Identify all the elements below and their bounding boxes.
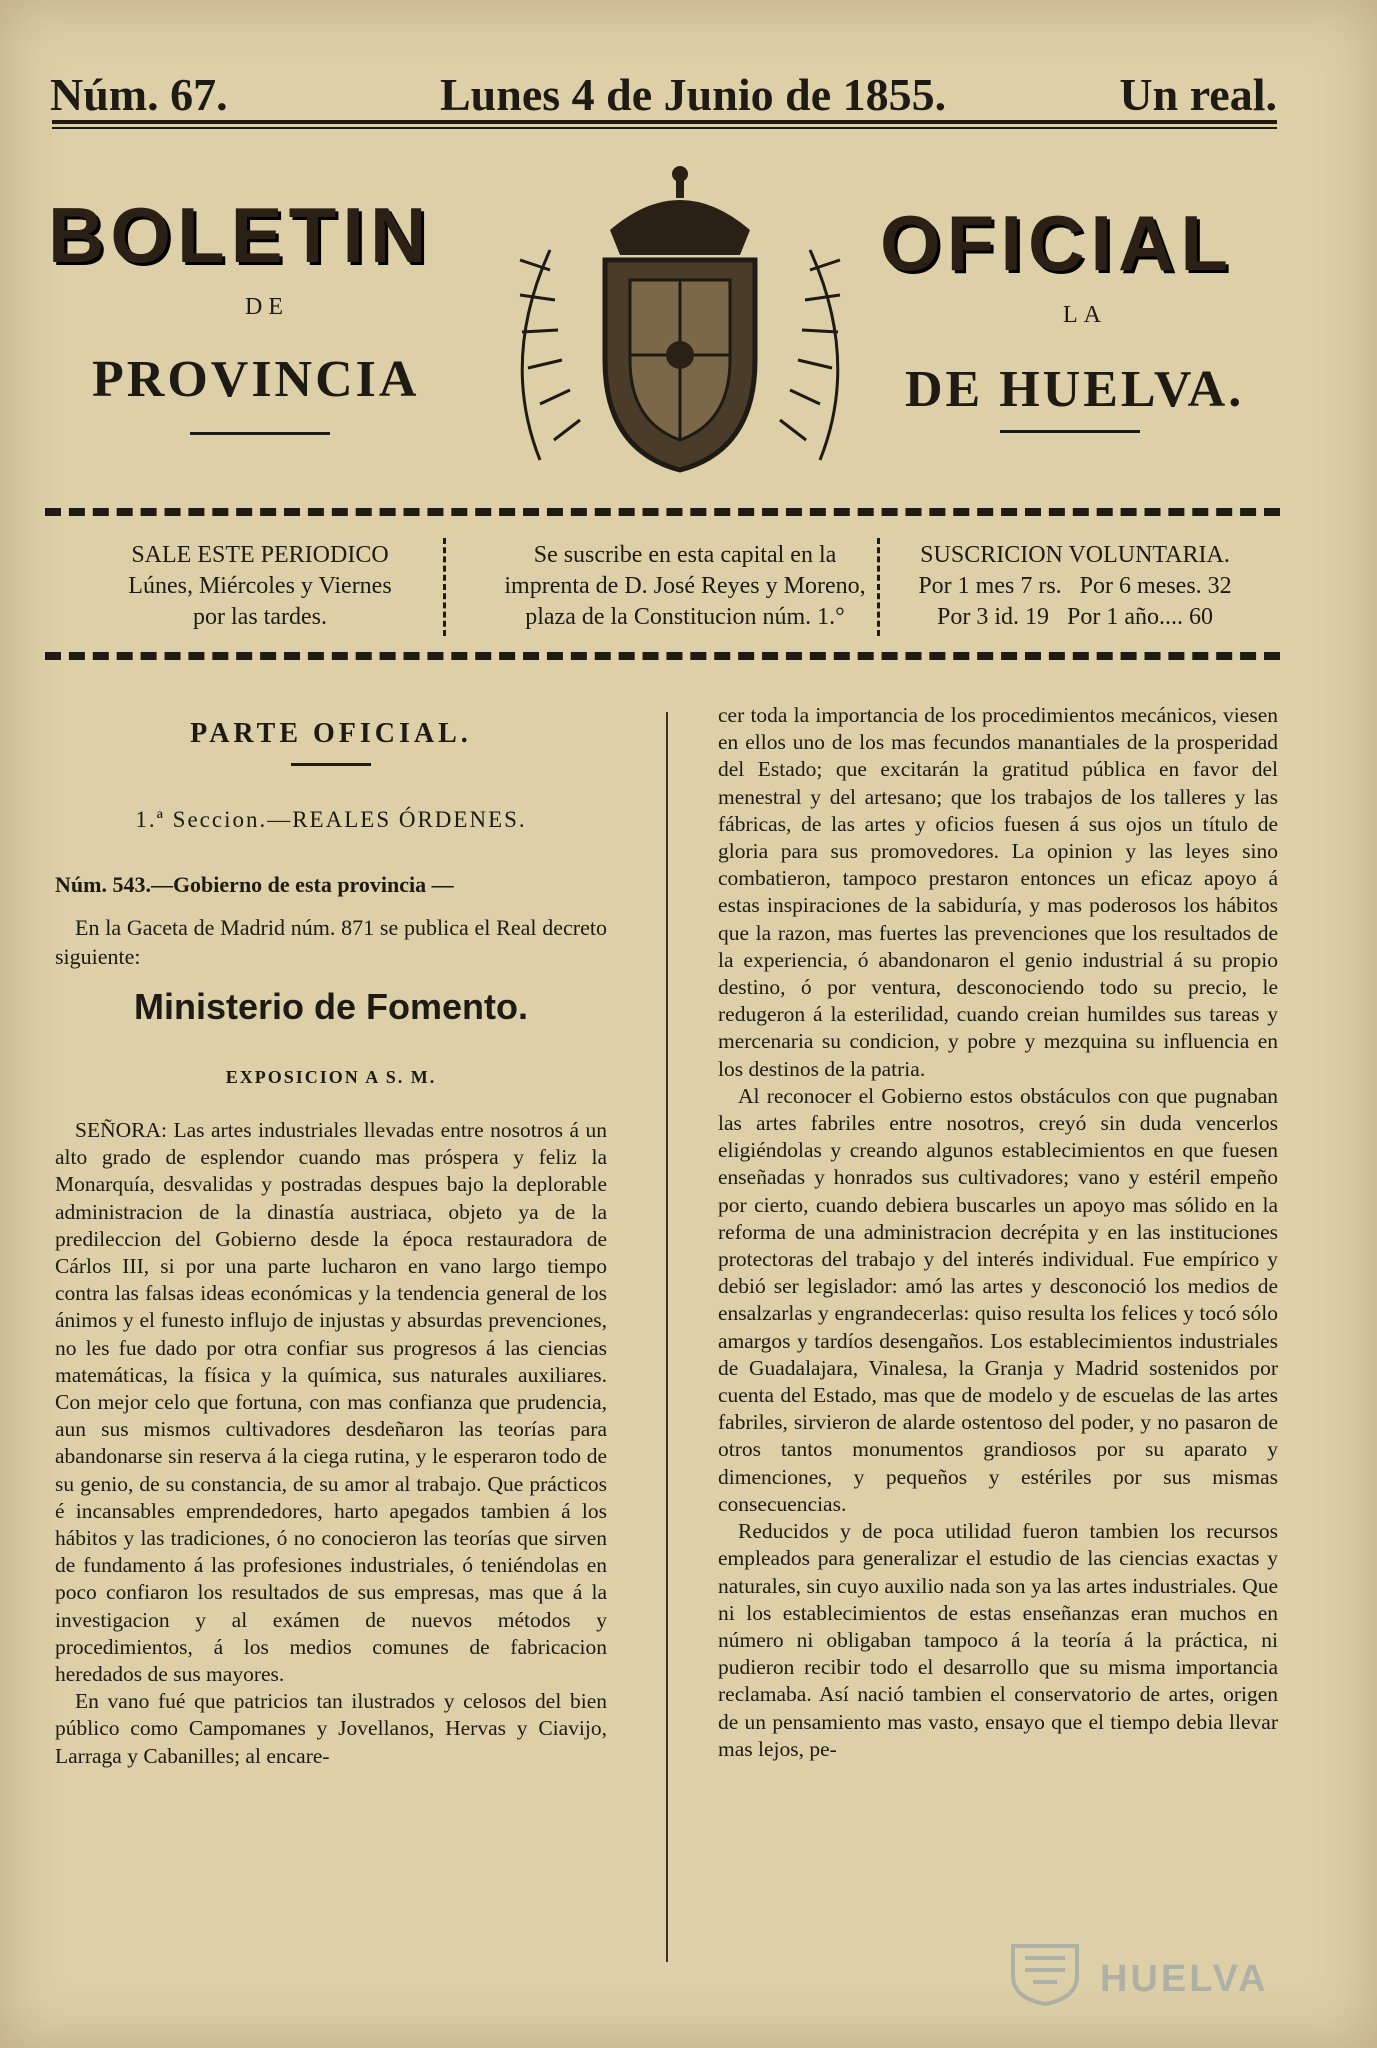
- box-divider: [443, 538, 452, 636]
- issue-price: Un real.: [1119, 69, 1277, 120]
- exposition-heading: EXPOSICION A S. M.: [225, 1066, 437, 1087]
- issue-number: Núm. 67.: [50, 69, 228, 120]
- box-schedule: [65, 540, 455, 633]
- subsection-title: 1.ª Seccion.—REALES ÓRDENES.: [135, 807, 527, 833]
- masthead-provincia: PROVINCIA: [92, 351, 420, 408]
- masthead-ornament-right: [1000, 430, 1140, 433]
- masthead-oficial: OFICIAL: [880, 199, 1234, 287]
- watermark-text: HUELVA: [1100, 1958, 1269, 2000]
- box-prices-line1: Por 1 mes 7 rs. Por 6 meses. 32: [918, 573, 1232, 599]
- box-prices-line2: Por 3 id. 19 Por 1 año.... 60: [937, 604, 1213, 630]
- column-divider: [666, 712, 668, 1962]
- header-rule-thin: [52, 127, 1277, 129]
- shield-icon: [1005, 1940, 1085, 2006]
- box-subscribe-line2: imprenta de D. José Reyes y Moreno,: [504, 573, 866, 599]
- masthead-ornament-left: [190, 432, 330, 435]
- archive-watermark: [1005, 1940, 1295, 2006]
- masthead-la: LA: [1063, 302, 1107, 328]
- header-rule: [52, 120, 1277, 124]
- box-schedule-days: Lúnes, Miércoles y Viernes: [128, 573, 392, 599]
- order-number: Núm. 543.—Gobierno de esta provincia —: [55, 872, 454, 898]
- box-subscribe-line3: plaza de la Constitucion núm. 1.°: [525, 604, 845, 630]
- body-paragraph: En vano fué que patricios tan ilustrados y celosos del bien público como Campomanes y Jovellanos, Hervas y Ciavijo, Larraga y Cabanilles; al encare-: [55, 1689, 607, 1768]
- subscription-box: [45, 508, 1280, 660]
- masthead-boletin: BOLETIN: [48, 191, 433, 279]
- box-subscribe-line1: Se suscribe en esta capital en la: [533, 542, 837, 568]
- body-paragraph: SEÑORA: Las artes industriales llevadas entre nosotros á un alto grado de esplendor cuando mas próspera y feliz la Monarquía, desvalidas y postradas despues bajo la deplorable administracion de la dinastía austriaca, objeto ya de la predileccion del Gobierno desde la época restauradora de Cárlos III, si por una parte lucharon en vano largo tiempo contra las falsas ideas económicas y la tendencia general de los ánimos y el funesto influjo de injustas y absurdas prevenciones, no les fue dado por otra confiar sus progresos á las ciencias matemáticas, la física y la química, sus naturales auxiliares. Con mejor celo que fortuna, con mas confianza que prudencia, aun sus mismos cultivadores desdeñaron las teorías para abandonarse sin reserva á la ciega rutina, y le esperaron todo de su genio, de su constancia, de su amor al trabajo. Que prácticos é incansables emprendedores, harto apegados tambien á los hábitos y las tradiciones, ó no conocieron las teorías que sirven de fundamento á las profesiones industriales, ó teniéndolas en poco confiaron los resultados de sus empresas, mas que á la investigacion y al exámen de nuevos métodos y procedimientos, á los medios comunes de fabricacion heredados de sus mayores.: [55, 1118, 607, 1687]
- section-title: PARTE OFICIAL.: [190, 718, 472, 749]
- body-paragraph: Al reconocer el Gobierno estos obstáculos con que pugnaban las artes fabriles entre nosotros, creyó sin duda vencerlos eligiéndolas y creando algunos establecimientos en que fuesen enseñadas y honrados sus cultivadores; vano y estéril empeño por cierto, cuando debiera buscarles un apoyo mas sólido en la reforma de una administracion decrépita y en las instituciones protectoras del trabajo y del interés individual. Fue empírico y debió ser legislador: amó las artes y desconoció los medios de ensalzarlas y engrandecerlas: quiso resulta los felices y tocó sólo amargos y tardíos desengaños. Los establecimientos industriales de Guadalajara, Vinalesa, la Granja y Madrid sostenidos por cuenta del Estado, mas que de modelo y de escuelas de las artes fabriles, sirvieron de alarde ostentoso del poder, y no pasaron de otros tantos monumentos grandiosos por su aparato y dimenciones, y pequeños y estériles por sus mismas consecuencias.: [718, 1083, 1278, 1516]
- box-prices-title: SUSCRICION VOLUNTARIA.: [920, 542, 1230, 568]
- body-paragraph: Reducidos y de poca utilidad fueron tambien los recursos empleados para generalizar el estudio de las ciencias exactas y naturales, sin cuyo auxilio nada son ya las artes industriales. Que ni los establecimientos de estas enseñanzas eran muchos en número ni obligaban tampoco á la teoría á la práctica, ni pudieron recibir todo el desarrollo que su misma importancia reclamaba. Así nació tambien el conservatorio de artes, origen de un pensamiento mas vasto, ensayo que el tiempo debia llevar mas lejos, pe-: [718, 1519, 1278, 1761]
- box-prices: [885, 540, 1265, 633]
- box-schedule-title: SALE ESTE PERIODICO: [131, 542, 389, 568]
- box-schedule-time: por las tardes.: [193, 604, 327, 630]
- body-paragraph: cer toda la importancia de los procedimientos mecánicos, viesen en ellos uno de los mas fecundos manantiales de la prosperidad del Estado; que excitarán la gratitud pública en favor del menestral y del artesano; que los trabajos de los talleres y las fábricas, de las artes y oficios fuesen á sus ojos un título de gloria para sus promovedores. La opinion y las leyes sino combatieron, tampoco prestaron entonces un eficaz apoyo á estas inspiraciones de la sabiduría, y mas poderosos los hábitos que la razon, mas fuertes las prevenciones que los resultados de la experiencia, ó abandonaron el genio industrial á su propio destino, ó por ventura, desconociendo todo su precio, le redugeron á la esterilidad, cuando creian humildes sus tareas y mercenaria su condicion, y pobre y mezquina su influencia en los destinos de la patria.: [718, 703, 1278, 1081]
- right-column: [718, 702, 1278, 1763]
- masthead-de-huelva: DE HUELVA.: [905, 361, 1245, 418]
- masthead-de: DE: [245, 294, 289, 320]
- box-subscribe: [460, 540, 910, 633]
- issue-date: Lunes 4 de Junio de 1855.: [440, 69, 947, 120]
- left-column: [55, 720, 607, 1770]
- intro-paragraph: En la Gaceta de Madrid núm. 871 se publica el Real decreto siguiente:: [55, 914, 607, 969]
- section-ornament: [291, 763, 371, 766]
- ministry-heading: Ministerio de Fomento.: [133, 985, 528, 1027]
- coat-of-arms-icon: [480, 160, 880, 480]
